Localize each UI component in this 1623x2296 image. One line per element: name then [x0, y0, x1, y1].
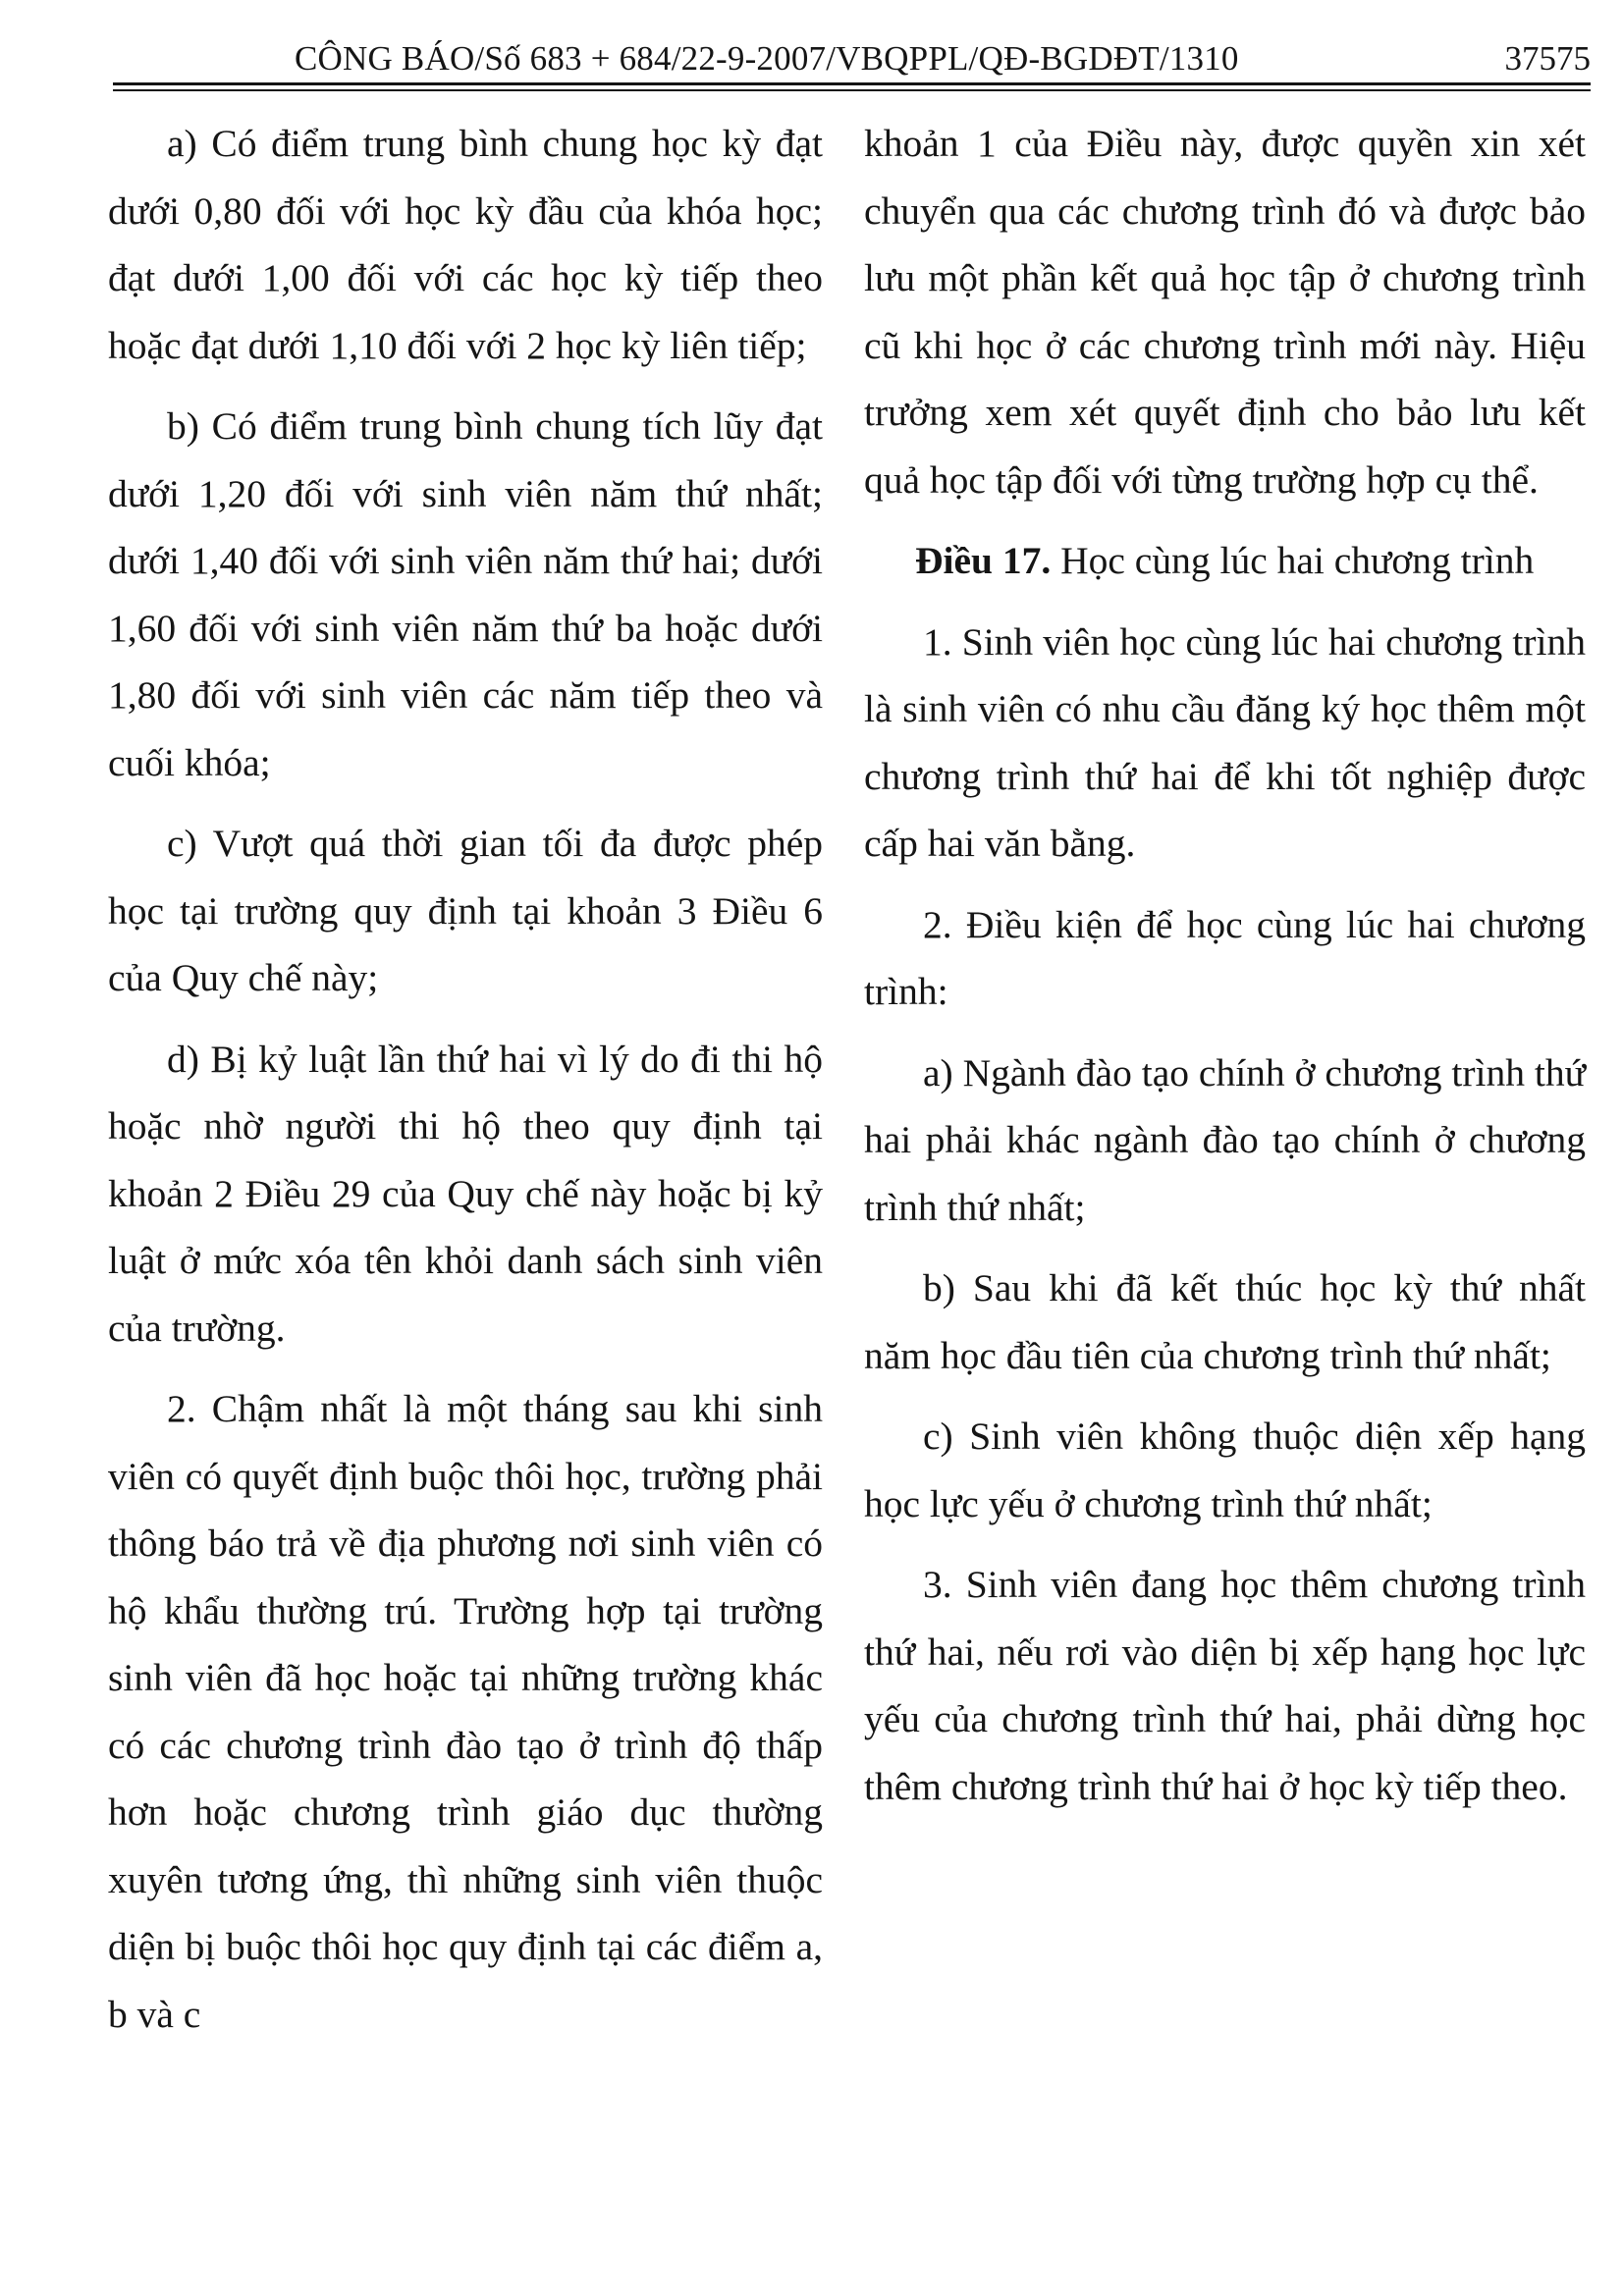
paragraph-clause-1: 1. Sinh viên học cùng lúc hai chương trình là sinh viên có nhu cầu đăng ký học thêm một chương trình thứ hai để khi tốt nghiệp được cấp hai văn bằng. [864, 619, 1586, 865]
header-rule-thick [113, 82, 1591, 85]
page-header [113, 33, 1591, 84]
left-column [108, 110, 823, 2061]
paragraph-clause-3: 3. Sinh viên đang học thêm chương trình thứ hai, nếu rơi vào diện bị xếp hạng học lực yếu của chương trình thứ hai, phải dừng học thêm chương trình thứ hai ở học kỳ tiếp theo. [864, 1563, 1586, 1808]
paragraph-point-a: a) Có điểm trung bình chung học kỳ đạt dưới 0,80 đối với học kỳ đầu của khóa học; đạt dưới 1,00 đối với các học kỳ tiếp theo hoặc đạt dưới 1,10 đối với 2 học kỳ liên tiếp; [108, 122, 823, 367]
paragraph-clause-2: 2. Chậm nhất là một tháng sau khi sinh viên có quyết định buộc thôi học, trường phải thông báo trả về địa phương nơi sinh viên có hộ khẩu thường trú. Trường hợp tại trường sinh viên đã học hoặc tại những trường khác có các chương trình đào tạo ở trình độ thấp hơn hoặc chương trình giáo dục thường xuyên tương ứng, thì những sinh viên thuộc diện bị buộc thôi học quy định tại các điểm a, b và c [108, 1387, 823, 2036]
paragraph-condition-b: b) Sau khi đã kết thúc học kỳ thứ nhất năm học đầu tiên của chương trình thứ nhất; [864, 1266, 1586, 1377]
paragraph-clause-2-conditions: 2. Điều kiện để học cùng lúc hai chương trình: [864, 902, 1586, 1013]
paragraph-condition-c: c) Sinh viên không thuộc diện xếp hạng học lực yếu ở chương trình thứ nhất; [864, 1415, 1586, 1525]
paragraph-continuation: khoản 1 của Điều này, được quyền xin xét chuyển qua các chương trình đó và được bảo lưu một phần kết quả học tập ở chương trình cũ khi học ở các chương trình mới này. Hiệu trưởng xem xét quyết định cho bảo lưu kết quả học tập đối với từng trường hợp cụ thể. [864, 122, 1586, 502]
article-title: Học cùng lúc hai chương trình [1060, 539, 1535, 582]
paragraph-point-d: d) Bị kỷ luật lần thứ hai vì lý do đi thi hộ hoặc nhờ người thi hộ theo quy định tại khoản 2 Điều 29 của Quy chế này hoặc bị kỷ luật ở mức xóa tên khỏi danh sách sinh viên của trường. [108, 1037, 823, 1350]
right-column [864, 110, 1586, 1834]
header-rule-thin [113, 89, 1591, 91]
gazette-reference: CÔNG BÁO/Số 683 + 684/22-9-2007/VBQPPL/QĐ-BGDĐT/1310 [295, 39, 1239, 78]
page-number: 37575 [1504, 39, 1591, 78]
paragraph-condition-a: a) Ngành đào tạo chính ở chương trình thứ hai phải khác ngành đào tạo chính ở chương trình thứ nhất; [864, 1050, 1586, 1229]
paragraph-point-c: c) Vượt quá thời gian tối đa được phép học tại trường quy định tại khoản 3 Điều 6 của Quy chế này; [108, 822, 823, 999]
article-label: Điều 17. [915, 539, 1052, 582]
article-heading [864, 527, 1586, 595]
paragraph-point-b: b) Có điểm trung bình chung tích lũy đạt dưới 1,20 đối với sinh viên năm thứ nhất; dưới 1,40 đối với sinh viên năm thứ hai; dưới 1,60 đối với sinh viên năm thứ ba hoặc dưới 1,80 đối với sinh viên các năm tiếp theo và cuối khóa; [108, 404, 823, 784]
